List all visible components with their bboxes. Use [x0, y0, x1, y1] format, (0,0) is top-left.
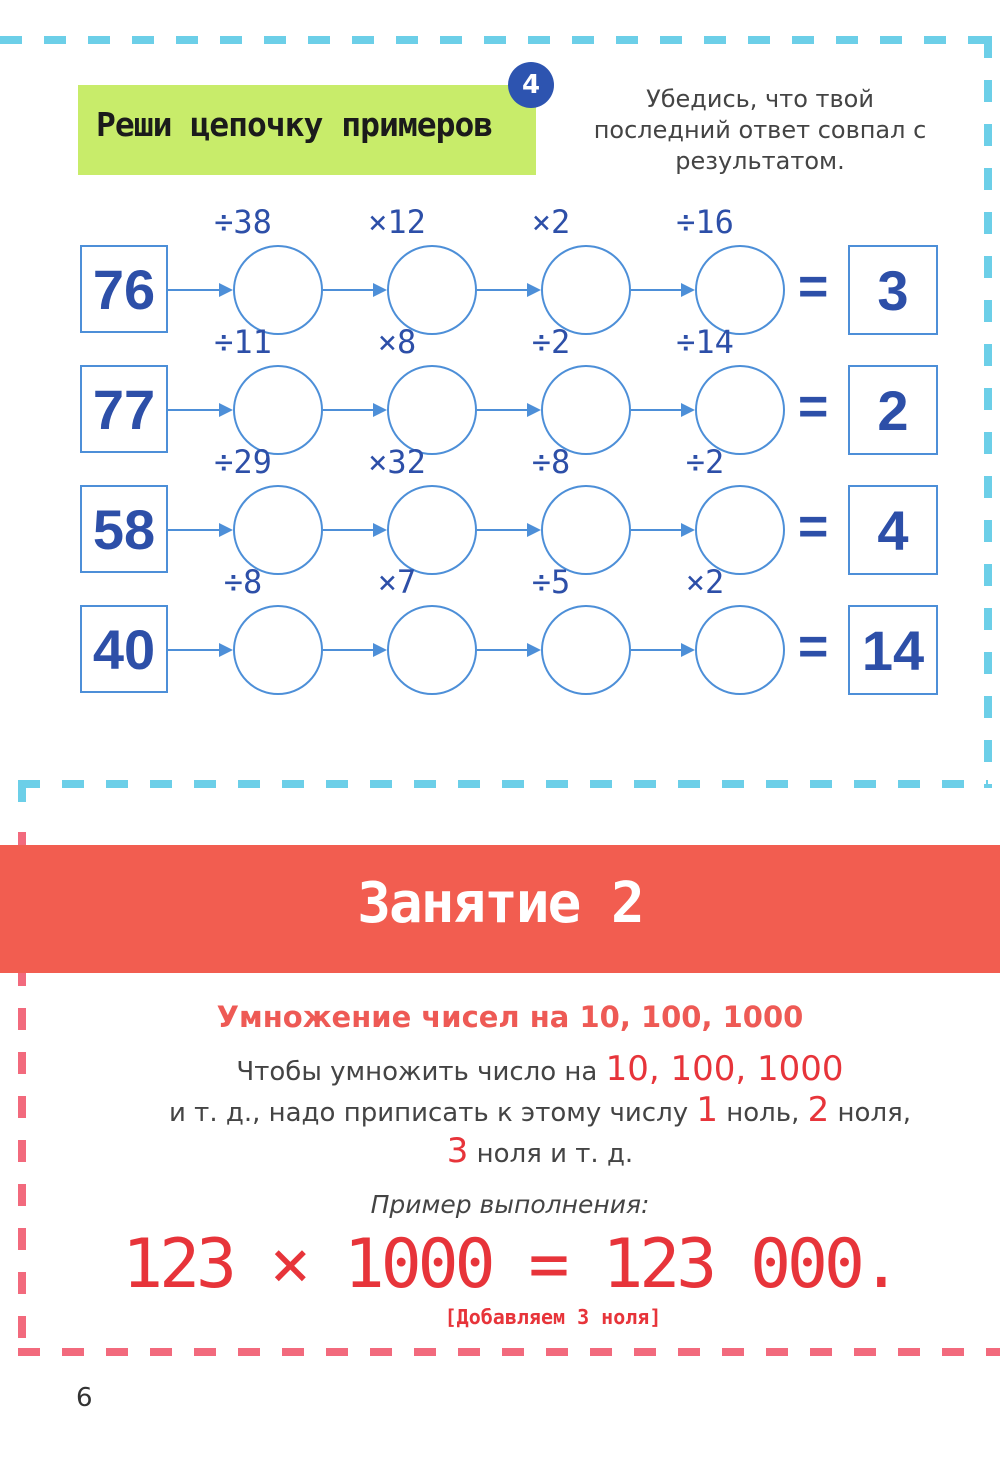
chain-arrow-head: [373, 283, 387, 297]
chain-arrow-head: [219, 283, 233, 297]
chain-arrow-head: [527, 403, 541, 417]
chain-arrow-head: [527, 523, 541, 537]
equals-sign: =: [798, 618, 829, 676]
operation-label: ÷11: [214, 323, 272, 361]
chain-arrow-head: [527, 283, 541, 297]
rule-highlight-3: 2: [807, 1090, 830, 1130]
chain-arrow-head: [681, 283, 695, 297]
result-number-box: 14: [848, 605, 938, 695]
top-frame-top-border: [0, 36, 1000, 44]
lesson-rule: [60, 1050, 1000, 1173]
result-number-box: 4: [848, 485, 938, 575]
chain-arrow-head: [681, 643, 695, 657]
chain-arrow-line: [323, 409, 375, 411]
operation-label: ×2: [685, 563, 725, 601]
answer-circle: [695, 605, 785, 695]
bottom-frame-bottom-border: [18, 1348, 1000, 1356]
answer-circle: [387, 485, 477, 575]
answer-circle: [541, 605, 631, 695]
operation-label: ÷14: [676, 323, 734, 361]
chain-arrow-line: [631, 649, 683, 651]
chain-arrow-line: [477, 649, 529, 651]
chain-arrow-line: [323, 289, 375, 291]
task-number-badge: 4: [508, 62, 554, 108]
example-label: Пример выполнения:: [370, 1190, 650, 1219]
answer-circle: [695, 485, 785, 575]
rule-highlight-4: 3: [446, 1131, 469, 1171]
chain-arrow-head: [219, 643, 233, 657]
lesson-banner: [0, 845, 1000, 973]
chain-arrow-line: [323, 649, 375, 651]
equals-sign: =: [798, 498, 829, 556]
operation-label: ÷38: [214, 203, 272, 241]
example-equation: 123 × 1000 = 123 000.: [122, 1225, 898, 1304]
result-number-box: 3: [848, 245, 938, 335]
start-number-box: 77: [80, 365, 168, 453]
answer-circle: [541, 485, 631, 575]
answer-circle: [387, 365, 477, 455]
answer-circle: [233, 485, 323, 575]
result-number-box: 2: [848, 365, 938, 455]
chain-arrow-line: [631, 409, 683, 411]
chain-arrow-head: [527, 643, 541, 657]
answer-circle: [695, 245, 785, 335]
chain-arrow-head: [219, 523, 233, 537]
rule-text-5: ноля и т. д.: [468, 1139, 634, 1169]
rule-highlight-1: 10, 100, 1000: [605, 1049, 844, 1089]
chain-arrow-head: [373, 403, 387, 417]
operation-label: ÷16: [676, 203, 734, 241]
chain-arrow-line: [168, 649, 221, 651]
task-title-box: [78, 85, 536, 175]
task-title: Реши цепочку примеров: [96, 105, 493, 144]
chain-arrow-head: [373, 643, 387, 657]
answer-circle: [695, 365, 785, 455]
chain-arrow-head: [219, 403, 233, 417]
operation-label: ×32: [368, 443, 426, 481]
chain-arrow-line: [477, 529, 529, 531]
chain-arrow-head: [681, 403, 695, 417]
task-hint: Убедись, что твой последний ответ совпал с результатом.: [593, 85, 927, 175]
page-number: 6: [76, 1383, 93, 1413]
operation-label: ×8: [377, 323, 417, 361]
chain-arrow-line: [477, 289, 529, 291]
equals-sign: =: [798, 378, 829, 436]
operation-label: ÷5: [531, 563, 571, 601]
lesson-title: Занятие 2: [357, 871, 643, 936]
start-number-box: 58: [80, 485, 168, 573]
chain-arrow-line: [631, 289, 683, 291]
answer-circle: [541, 365, 631, 455]
chain-arrow-line: [168, 529, 221, 531]
chain-arrow-line: [168, 409, 221, 411]
rule-text-1: Чтобы умножить число на: [236, 1057, 606, 1087]
chain-arrow-head: [681, 523, 695, 537]
operation-label: ÷29: [214, 443, 272, 481]
top-frame-right-border: [984, 36, 992, 788]
rule-text-2: и т. д., надо приписать к этому числу: [169, 1098, 697, 1128]
chain-arrow-line: [477, 409, 529, 411]
answer-circle: [541, 245, 631, 335]
operation-label: ×12: [368, 203, 426, 241]
answer-circle: [233, 365, 323, 455]
lesson-subheading: Умножение чисел на 10, 100, 1000: [216, 1000, 804, 1034]
rule-text-3: ноль,: [717, 1098, 808, 1128]
rule-text-4: ноля,: [829, 1098, 911, 1128]
operation-label: ×2: [531, 203, 571, 241]
equals-sign: =: [798, 258, 829, 316]
example-note: [Добавляем 3 ноля]: [444, 1305, 662, 1329]
start-number-box: 76: [80, 245, 168, 333]
operation-label: ÷2: [531, 323, 571, 361]
answer-circle: [233, 605, 323, 695]
chain-arrow-line: [323, 529, 375, 531]
chain-arrow-line: [631, 529, 683, 531]
operation-label: ÷8: [223, 563, 263, 601]
operation-label: ×7: [377, 563, 417, 601]
chain-arrow-line: [168, 289, 221, 291]
chain-arrow-head: [373, 523, 387, 537]
answer-circle: [387, 605, 477, 695]
start-number-box: 40: [80, 605, 168, 693]
answer-circle: [233, 245, 323, 335]
top-frame-left-border: [18, 780, 26, 810]
answer-circle: [387, 245, 477, 335]
operation-label: ÷8: [531, 443, 571, 481]
top-frame-bottom-border: [18, 780, 988, 788]
operation-label: ÷2: [685, 443, 725, 481]
rule-highlight-2: 1: [696, 1090, 718, 1130]
